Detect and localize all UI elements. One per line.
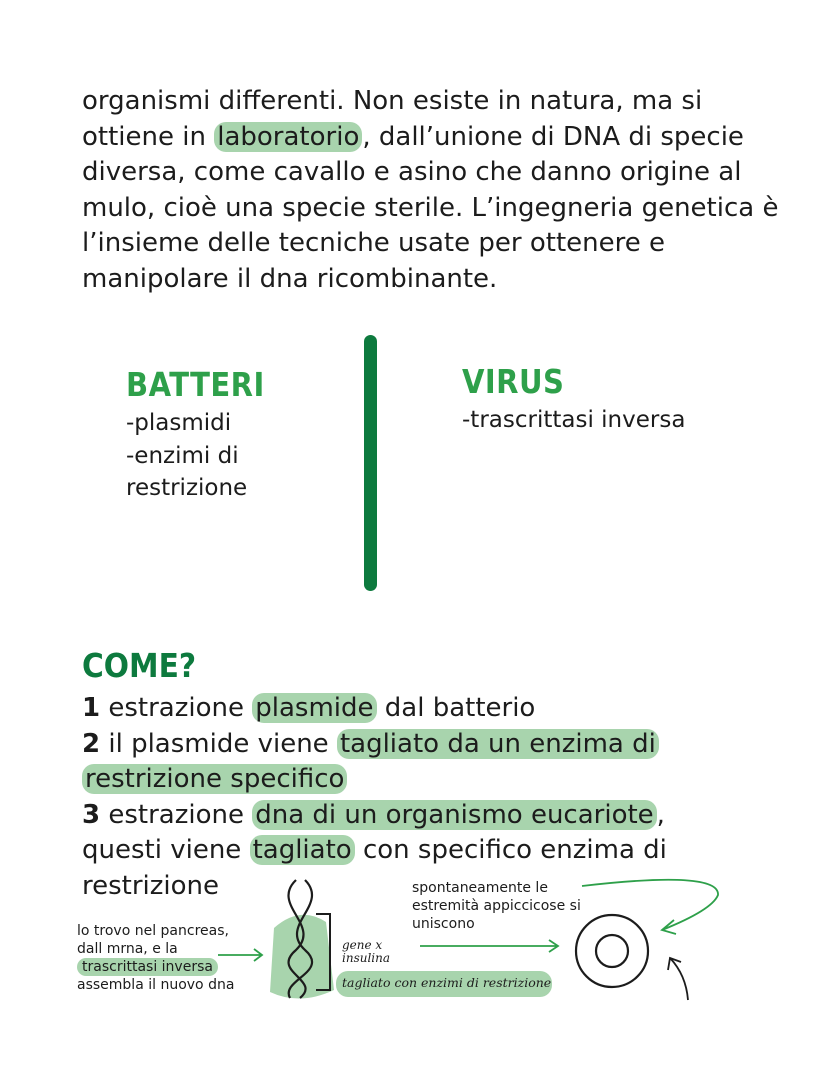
step-highlight: dna di un organismo eucariote (252, 800, 656, 830)
step-text: con specifico enzima di (354, 835, 667, 865)
step-number: 1 (82, 693, 101, 723)
step-highlight: restrizione specifico (82, 764, 347, 794)
batteri-item: -enzimi di (126, 442, 239, 469)
step-highlight: tagliato (250, 835, 355, 865)
note-line: uniscono (412, 916, 475, 932)
gene-line: gene x (342, 938, 383, 952)
batteri-title: BATTERI (126, 365, 265, 404)
step-highlight: plasmide (252, 693, 376, 723)
virus-item: -trascrittasi inversa (462, 407, 686, 433)
plasmid-outer-icon (576, 915, 648, 987)
arrow-to-plasmid-icon (420, 940, 558, 952)
intro-text-after: , dall’unione di DNA di specie diversa, come cavallo e asino che danno origine al mulo, cioè una specie sterile. L’ingegneria genetica è l’insieme delle tecniche usate per ottenere e manipolare il dna ricombinante. (82, 121, 779, 294)
intro-text-before: organismi differenti. Non esiste in natura, ma si ottiene in (82, 86, 703, 152)
note-line: estremità appiccicose si (412, 898, 581, 914)
note-line: assembla il nuovo dna (77, 977, 235, 993)
step-text: dal batterio (376, 693, 536, 723)
intro-highlight-laboratorio: laboratorio (214, 122, 362, 152)
come-title: COME? (82, 646, 197, 685)
virus-title: VIRUS (462, 362, 565, 401)
plasmid-inner-icon (596, 935, 628, 967)
step-text: restrizione (82, 870, 220, 901)
step-text: il plasmide viene (100, 728, 337, 759)
gene-label (342, 939, 390, 965)
step-text: questi viene (82, 835, 250, 865)
batteri-item: restrizione (126, 475, 248, 501)
step-text: , (656, 799, 665, 830)
note-highlight: trascrittasi inversa (77, 958, 218, 976)
step-highlight: tagliato da un enzima di (337, 729, 659, 759)
pointer-arrow-icon (668, 958, 688, 1000)
step-text: estrazione (100, 693, 253, 723)
note-line: lo trovo nel pancreas, (77, 923, 229, 939)
step-number: 2 (82, 728, 101, 759)
cut-label: tagliato con enzimi di restrizione (342, 975, 552, 990)
curved-arrow-icon (582, 880, 718, 934)
gene-line: insulina (342, 951, 391, 965)
batteri-item: -plasmidi (126, 410, 232, 436)
step-number: 3 (82, 799, 101, 830)
note-line: dall mrna, e la (77, 941, 178, 957)
step-text: estrazione (100, 799, 253, 830)
arrow-to-dna-icon (218, 949, 262, 961)
note-line: spontaneamente le (412, 880, 548, 896)
